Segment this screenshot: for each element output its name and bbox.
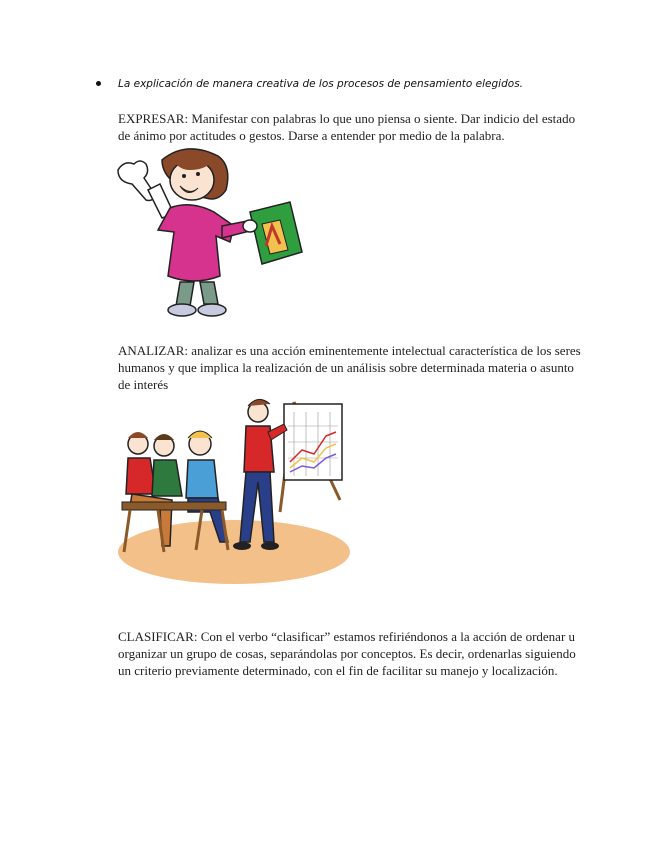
girl-speaking-with-book-illustration	[110, 142, 310, 324]
expresar-paragraph: EXPRESAR: Manifestar con palabras lo que uno piensa o siente. Dar indicio del estado de ánimo por actitudes o gestos. Darse a entender por medio de la palabra.	[118, 111, 576, 143]
analizar-paragraph: ANALIZAR: analizar es una acción eminentemente intelectual característica de los seres humanos y que implica la realización de un análisis sobre determinada materia o asunto de interés	[118, 343, 581, 392]
bullet-marker	[96, 81, 101, 86]
clasificar-paragraph: CLASIFICAR: Con el verbo “clasificar” estamos refiriéndonos a la acción de ordenar u organizar un grupo de cosas, separándolas por conceptos. Es decir, ordenarlas siguiendo un criterio previamente determinado, con el fin de facilitar su manejo y localización.	[118, 629, 576, 678]
bullet-text: La explicación de manera creativa de los procesos de pensamiento elegidos.	[118, 78, 523, 90]
presentation-meeting-illustration	[118, 392, 350, 586]
